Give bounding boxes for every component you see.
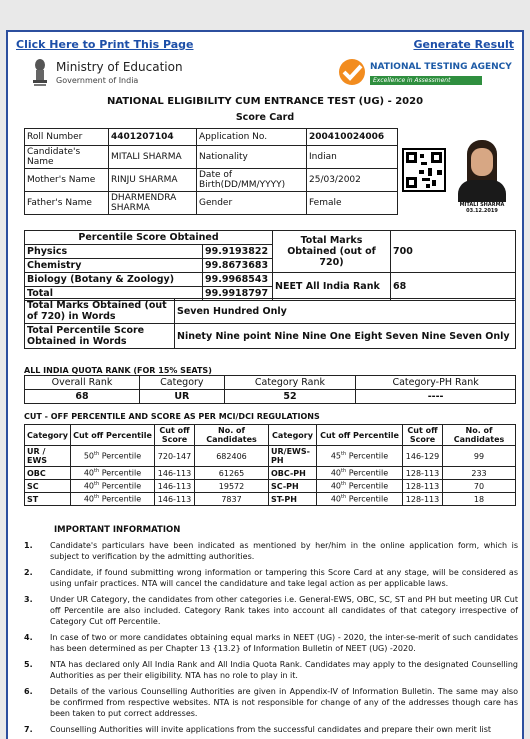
cutoff-cell: 128-113 [403,480,443,493]
gender-label: Gender [197,192,307,215]
cutoff-cell: OBC-PH [269,467,317,480]
gender-value: Female [307,192,398,215]
cutoff-table [24,424,516,506]
cutoff-cell: 70 [443,480,516,493]
cutoff-header: Cut off Score [403,425,443,446]
nta-name: NATIONAL TESTING AGENCY [370,62,512,72]
cutoff-header: Category [25,425,71,446]
cutoff-cell: 128-113 [403,493,443,506]
ordinal-suffix: th [341,481,347,488]
cutoff-percentile-number: 50 [83,451,95,461]
government-name: Government of India [56,76,139,85]
cutoff-cell: 720-147 [155,446,195,467]
marks-value: 700 [391,231,516,273]
note-number: 1. [24,541,33,550]
cutoff-cell [317,446,403,467]
cutoff-percentile-number: 40 [330,481,342,491]
nat-value: Indian [307,146,398,169]
cutoff-cell [71,480,155,493]
cutoff-header: No. of Candidates [443,425,516,446]
ordinal-suffix: th [94,451,100,458]
list-item [24,659,518,681]
pct-words-label: Total Percentile Score Obtained in Words [25,324,175,349]
cutoff-cell [71,446,155,467]
app-value: 200410024006 [307,129,398,146]
cutoff-cell: 146-113 [155,480,195,493]
candidate-photo [450,140,514,202]
cutoff-cell: SC [25,480,71,493]
subject-chemistry: Chemistry [25,259,203,273]
list-item [24,632,518,654]
percentile-word: Percentile [348,451,389,461]
exam-title: NATIONAL ELIGIBILITY CUM ENTRANCE TEST (UG) - 2020 [106,96,424,107]
cutoff-cell: 18 [443,493,516,506]
quota-header: Category Rank [224,376,356,390]
cutoff-header: Cut off Score [155,425,195,446]
roll-value: 4401207104 [109,129,197,146]
percentile-word: Percentile [348,494,389,504]
note-text: Under UR Category, the candidates from other categories i.e. General-EWS, OBC, SC, ST and PH but meeting UR Cut off Percentile are also included. Category Rank takes into account all candidates of that category irrespective of Category Cut off Percentile. [50,595,518,626]
cutoff-percentile-number: 40 [330,494,342,504]
cutoff-percentile-number: 40 [83,494,95,504]
qr-code-icon [402,148,446,192]
candidate-info-table [24,128,398,215]
cutoff-header: Cut off Percentile [71,425,155,446]
father-label: Father's Name [25,192,109,215]
cutoff-rows [25,446,516,506]
mother-label: Mother's Name [25,169,109,192]
quota-header: Category-PH Rank [356,376,516,390]
score-biology: 99.9968543 [203,273,273,287]
national-emblem-icon [30,58,50,88]
generate-result-link[interactable]: Generate Result [413,38,514,51]
ministry-logo [26,56,196,92]
pct-words-value: Ninety Nine point Nine Nine One Eight Seven Nine Seven Only [175,324,516,349]
print-page-link[interactable]: Click Here to Print This Page [16,38,194,51]
cutoff-percentile-number: 45 [330,451,342,461]
rank-label: NEET All India Rank [273,273,391,301]
score-table [24,230,516,301]
list-item [24,724,518,735]
score-card-title: Score Card [235,112,295,123]
list-item [24,540,518,562]
father-value: DHARMENDRA SHARMA [109,192,197,215]
cutoff-cell: ST [25,493,71,506]
photo-caption [450,202,514,214]
percentile-word: Percentile [348,481,389,491]
cutoff-header: No. of Candidates [195,425,269,446]
mother-value: RINJU SHARMA [109,169,197,192]
cutoff-cell: 128-113 [403,467,443,480]
note-text: Counselling Authorities will invite applications from the successful candidates and prepare their own merit list [50,725,492,734]
photo-caption-date: 03.12.2019 [466,208,498,214]
cutoff-cell: 146-113 [155,493,195,506]
cutoff-cell: 61265 [195,467,269,480]
table-row [25,493,516,506]
note-number: 2. [24,568,33,577]
nta-tagline: Excellence in Assessment [370,76,482,85]
ordinal-suffix: th [341,494,347,501]
cutoff-cell: SC-PH [269,480,317,493]
cutoff-cell: UR / EWS [25,446,71,467]
overall-rank-value: 68 [25,390,140,404]
subject-total: Total [25,287,203,301]
note-number: 3. [24,595,33,604]
quota-header: Category [140,376,225,390]
score-physics: 99.9193822 [203,245,273,259]
cutoff-cell: UR/EWS-PH [269,446,317,467]
subject-biology: Biology (Botany & Zoology) [25,273,203,287]
app-label: Application No. [197,129,307,146]
note-number: 4. [24,633,33,642]
cutoff-header: Category [269,425,317,446]
note-text: Details of the various Counselling Authorities are given in Appendix-IV of Information Bulletin. The same may also be confirmed from respective websites. NTA is not responsible for change of any of the addresses though care has been taken to put correct addresses. [50,687,518,718]
percentile-word: Percentile [101,468,142,478]
important-notes-list [24,540,518,739]
nta-logo [338,56,518,92]
percentile-word: Percentile [348,468,389,478]
note-number: 7. [24,725,33,734]
dob-value: 25/03/2002 [307,169,398,192]
category-ph-rank-value: ---- [356,390,516,404]
rank-value: 68 [391,273,516,301]
cutoff-cell: 99 [443,446,516,467]
cutoff-cell: 682406 [195,446,269,467]
ordinal-suffix: th [94,494,100,501]
cutoff-cell: 7837 [195,493,269,506]
cutoff-cell [71,493,155,506]
nat-label: Nationality [197,146,307,169]
marks-words-value: Seven Hundred Only [175,299,516,324]
quota-header: Overall Rank [25,376,140,390]
percentile-word: Percentile [101,481,142,491]
list-item [24,686,518,719]
cutoff-cell [71,467,155,480]
table-row [25,480,516,493]
category-value: UR [140,390,225,404]
cutoff-cell [317,493,403,506]
note-text: Candidate's particulars have been indicated as mentioned by her/him in the online application form, which is subject to verification by the admitting authorities. [50,541,518,561]
note-text: Candidate, if found submitting wrong information or tampering this Score Card at any stage, will be considered as using unfair practices. NTA will cancel the candidature and take legal action as per applicable laws. [50,568,518,588]
nta-check-icon [338,58,366,86]
cutoff-percentile-number: 40 [330,468,342,478]
cutoff-cell [317,480,403,493]
top-links [16,38,514,54]
ministry-name: Ministry of Education [56,60,183,74]
cutoff-cell [317,467,403,480]
note-text: NTA has declared only All India Rank and All India Quota Rank. Candidates may apply to the designated Counselling Authorities as per their eligibility. NTA has no role to play in it. [50,660,518,680]
cand-label: Candidate's Name [25,146,109,169]
percentile-word: Percentile [101,451,142,461]
score-total: 99.9918797 [203,287,273,301]
roll-label: Roll Number [25,129,109,146]
category-rank-value: 52 [224,390,356,404]
note-number: 6. [24,687,33,696]
important-info-heading: IMPORTANT INFORMATION [54,525,181,535]
note-number: 5. [24,660,33,669]
quota-table [24,375,516,404]
cutoff-heading: CUT - OFF PERCENTILE AND SCORE AS PER MCI/DCI REGULATIONS [24,412,320,421]
ordinal-suffix: th [341,451,347,458]
marks-header: Total Marks Obtained (out of 720) [273,231,391,273]
list-item [24,567,518,589]
cutoff-cell: 19572 [195,480,269,493]
ordinal-suffix: th [341,468,347,475]
percentile-header: Percentile Score Obtained [25,231,273,245]
list-item [24,594,518,627]
ordinal-suffix: th [94,468,100,475]
subject-physics: Physics [25,245,203,259]
photo-caption-name: MITALI SHARMA [459,202,505,208]
cand-value: MITALI SHARMA [109,146,197,169]
score-chemistry: 99.8673683 [203,259,273,273]
note-text: In case of two or more candidates obtaining equal marks in NEET (UG) - 2020, the inter-se-merit of such candidates has been determined as per Chapter 13 {13.2} of Information Bulletin of NEET (UG) -2020. [50,633,518,653]
cutoff-cell: OBC [25,467,71,480]
dob-label: Date of Birth(DD/MM/YYYY) [197,169,307,192]
percentile-word: Percentile [101,494,142,504]
marks-words-label: Total Marks Obtained (out of 720) in Words [25,299,175,324]
cutoff-percentile-number: 40 [83,468,95,478]
cutoff-percentile-number: 40 [83,481,95,491]
score-card-page [6,30,524,739]
cutoff-header: Cut off Percentile [317,425,403,446]
cutoff-cell: 146-113 [155,467,195,480]
cutoff-cell: 146-129 [403,446,443,467]
ordinal-suffix: th [94,481,100,488]
quota-heading: ALL INDIA QUOTA RANK (FOR 15% SEATS) [24,366,212,375]
words-table [24,298,516,349]
table-row [25,467,516,480]
cutoff-cell: ST-PH [269,493,317,506]
cutoff-cell: 233 [443,467,516,480]
table-row [25,446,516,467]
